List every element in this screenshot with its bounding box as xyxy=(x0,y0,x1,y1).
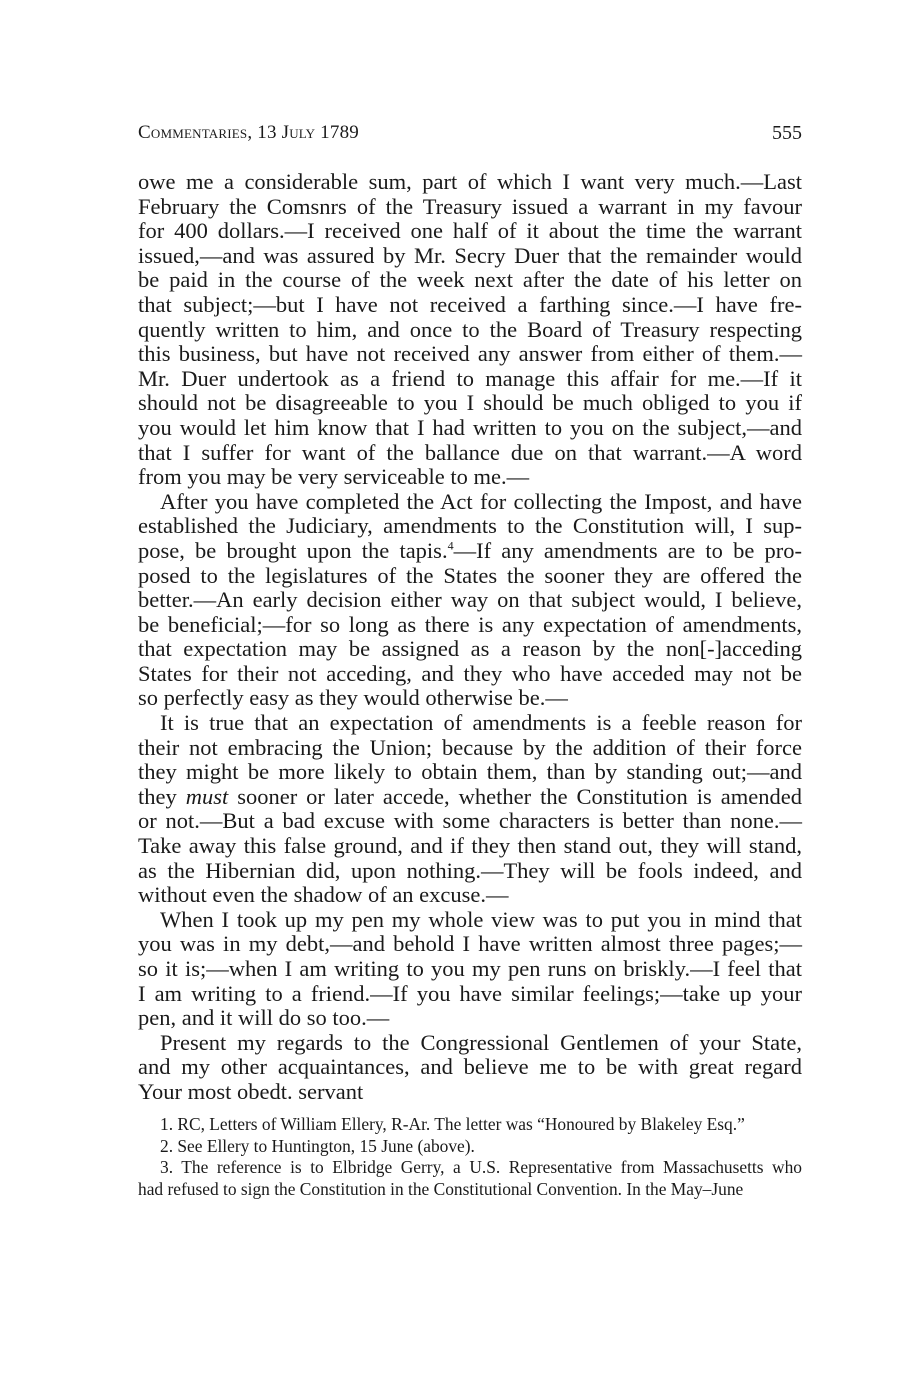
text-line: so it is;—when I am writing to you my pen runs on briskly.—I feel that xyxy=(138,956,802,981)
running-head xyxy=(138,122,802,150)
footnote: 3. The reference is to Elbridge Gerry, a U.S. Representative from Massachusetts who xyxy=(160,1157,802,1177)
closing-line: Your most obedt. servant xyxy=(138,1078,364,1104)
text-line: quently written to him, and once to the Board of Treasury respecting xyxy=(138,316,802,342)
text-line: February the Comsnrs of the Treasury issued a warrant in my favour xyxy=(138,193,802,219)
footnote-reference: 4 xyxy=(447,538,454,553)
text-line: you would let him know that I had written to you on the subject,—and xyxy=(138,414,802,440)
text-line: owe me a considerable sum, part of which I want very much.—Last xyxy=(138,169,802,194)
emphasis: must xyxy=(185,783,229,809)
text-line: should not be disagreeable to you I should be much obliged to you if xyxy=(138,390,802,416)
text-line: issued,—and was assured by Mr. Secry Duer that the remainder would xyxy=(138,242,802,268)
text-line: their not embracing the Union; because by the addition of their force xyxy=(138,734,802,760)
text-segment: they xyxy=(138,783,186,809)
footnotes xyxy=(138,1114,802,1200)
text-line: from you may be very serviceable to me.— xyxy=(138,464,530,490)
text-line: or not.—But a bad excuse with some characters is better than none.— xyxy=(138,808,802,834)
text-line: It is true that an expectation of amendments is a feeble reason for xyxy=(160,710,802,736)
text-line: Present my regards to the Congressional Gentlemen of your State, xyxy=(160,1029,802,1055)
text-line: pen, and it will do so too.— xyxy=(138,1005,390,1031)
text-line: without even the shadow of an excuse.— xyxy=(138,882,509,908)
letter-body xyxy=(138,170,802,1105)
text-line: posed to the legislatures of the States the sooner they are offered the xyxy=(138,562,802,588)
text-line: for 400 dollars.—I received one half of it about the time the warrant xyxy=(138,218,802,244)
text-line: they might be more likely to obtain them, than by standing out;—and xyxy=(138,759,802,785)
text-line: and my other acquaintances, and believe me to be with great regard xyxy=(138,1054,802,1080)
running-head-title: Commentaries, 13 July 1789 xyxy=(138,122,359,143)
text-line: After you have completed the Act for collecting the Impost, and have xyxy=(160,488,802,514)
footnote: had refused to sign the Constitution in the Constitutional Convention. In the May–June xyxy=(138,1178,744,1199)
text-segment: —If any amendments are to be pro- xyxy=(453,537,802,563)
text-line-with-note xyxy=(138,539,802,564)
text-line: be beneficial;—for so long as there is any expectation of amendments, xyxy=(138,611,802,637)
text-line: as the Hibernian did, upon nothing.—They will be fools indeed, and xyxy=(138,857,802,883)
footnote: 1. RC, Letters of William Ellery, R-Ar. The letter was “Honoured by Blakeley Esq.” xyxy=(160,1114,745,1134)
text-line: that I suffer for want of the ballance due on that warrant.—A word xyxy=(138,439,802,465)
text-line: Mr. Duer undertook as a friend to manage this affair for me.—If it xyxy=(138,365,802,391)
page-number: 555 xyxy=(772,122,802,144)
text-line: better.—An early decision either way on that subject would, I believe, xyxy=(138,587,802,613)
text-line: established the Judiciary, amendments to the Constitution will, I sup- xyxy=(138,513,802,539)
text-line: When I took up my pen my whole view was to put you in mind that xyxy=(160,906,802,932)
text-line-with-emphasis xyxy=(138,785,802,810)
text-line: be paid in the course of the week next after the date of his letter on xyxy=(138,267,802,293)
text-line: this business, but have not received any answer from either of them.— xyxy=(138,341,802,367)
text-line: you was in my debt,—and behold I have written almost three pages;— xyxy=(138,931,802,957)
text-line: so perfectly easy as they would otherwise be.— xyxy=(138,685,568,711)
text-segment: pose, be brought upon the tapis. xyxy=(138,537,448,563)
text-line: that subject;—but I have not received a farthing since.—I have fre- xyxy=(138,291,802,317)
text-line: States for their not acceding, and they who have acceded may not be xyxy=(138,660,802,686)
footnote: 2. See Ellery to Huntington, 15 June (above). xyxy=(160,1135,475,1156)
text-segment: sooner or later accede, whether the Constitution is amended xyxy=(228,783,802,809)
text-line: I am writing to a friend.—If you have similar feelings;—take up your xyxy=(138,980,802,1006)
text-line: that expectation may be assigned as a reason by the non[-]acceding xyxy=(138,636,802,662)
text-line: Take away this false ground, and if they then stand out, they will stand, xyxy=(138,833,802,859)
